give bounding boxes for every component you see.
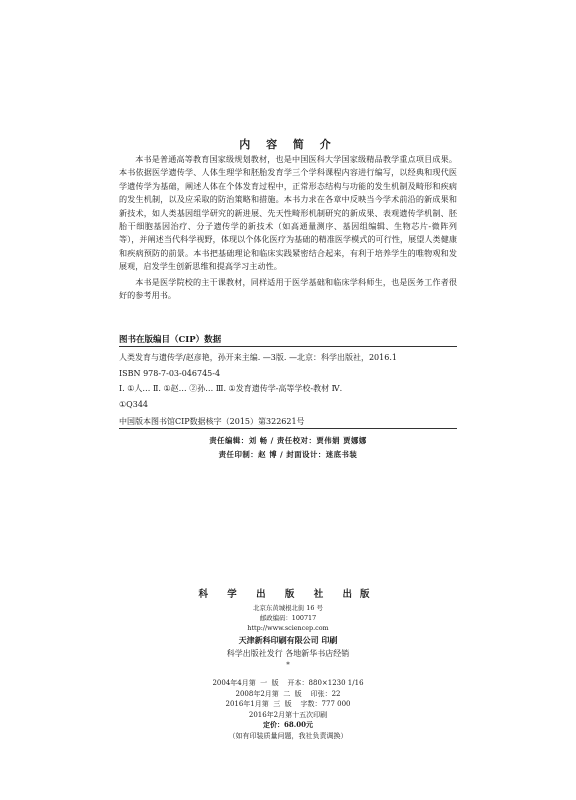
cip-cn-record: 中国版本图书馆CIP数据核字（2015）第322621号 — [119, 417, 305, 426]
editor-credits — [0, 434, 576, 461]
edition-line: 2004年4月第 一 版 开本：880×1230 1/16 — [212, 679, 364, 687]
printer-line: 天津新科印刷有限公司 印刷 — [238, 635, 338, 645]
price: 定价：68.00元 — [263, 720, 313, 729]
divider — [119, 346, 457, 347]
cip-line: Ⅰ. ①人… Ⅱ. ①赵… ②孙… Ⅲ. ①发育遗传学-高等学校-教材 Ⅳ. — [119, 384, 343, 393]
edition-line: 2016年1月第 三 版 字数：777 000 — [225, 700, 351, 708]
publisher-address: 北京东黄城根北街 16 号 — [253, 604, 323, 612]
cip-line: ①Q344 — [119, 399, 148, 409]
separator-star: * — [286, 661, 290, 669]
publisher-info — [0, 586, 576, 633]
editor-line: 责任编辑：刘 畅 / 责任校对：贾伟娟 贾娜娜 — [209, 436, 367, 445]
summary-paragraph: 本书是普通高等教育国家级规划教材，也是中国医科大学国家级精品教学重点项目成果。本书依据医学遗传学、人体生理学和胚胎发育学三个学科课程内容进行编写，以经典和现代医学遗传学为基础，阐述人体在个体发育过程中，正常形态结构与功能的发生机制及畸形和疾病的发生机制，以及应采取的防治策略和措施。本书力求在各章中反映当今学术前沿的新成果和新技术，如人类基因组学研究的新进展、先天性畸形机制研究的新成果、表观遗传学机制、胚胎干细胞基因治疗、分子遗传学的新技术（如高通量测序、基因组编辑、生物芯片-微阵列等），并阐述当代科学视野，体现以个体化医疗为基础的精准医学模式的可行性，展望人类健康和疾病预防的前景。本书把基础理论和临床实践紧密结合起来，有利于培养学生的唯物观和发展观，启发学生创新思维和提高学习主动性。 — [119, 154, 457, 272]
edition-line: 2008年2月第 二 版 印张：22 — [235, 689, 341, 698]
edition-info — [0, 678, 576, 741]
editor-line: 责任印制：赵 博 / 封面设计：迷底书装 — [218, 449, 358, 459]
publisher-postcode: 邮政编码：100717 — [259, 614, 317, 622]
summary-paragraph: 本书是医学院校的主干课教材，同样适用于医学基础和临床学科师生，也是医务工作者很好的参考用书。 — [119, 276, 457, 301]
cip-line: 人类发育与遗传学/赵彦艳，孙开来主编. —3版. —北京：科学出版社，2016.1 — [119, 353, 397, 362]
summary-text — [119, 153, 457, 304]
cip-record — [119, 350, 457, 412]
summary-title: 内 容 简 介 — [239, 138, 337, 151]
publisher-website: http://www.sciencep.com — [247, 624, 329, 632]
cip-header: 图书在版编目（CIP）数据 — [119, 335, 222, 345]
cip-line: ISBN 978-7-03-046745-4 — [119, 368, 221, 378]
divider — [119, 428, 457, 429]
edition-line: 2016年2月第十五次印刷 — [248, 710, 328, 719]
publisher-name: 科 学 出 版 社 出版 — [198, 589, 378, 600]
printer-info — [0, 634, 576, 671]
distributor-line: 科学出版社发行 各地新华书店经销 — [226, 649, 350, 658]
quality-notice: （如有印装质量问题，我社负责调换） — [228, 731, 348, 740]
